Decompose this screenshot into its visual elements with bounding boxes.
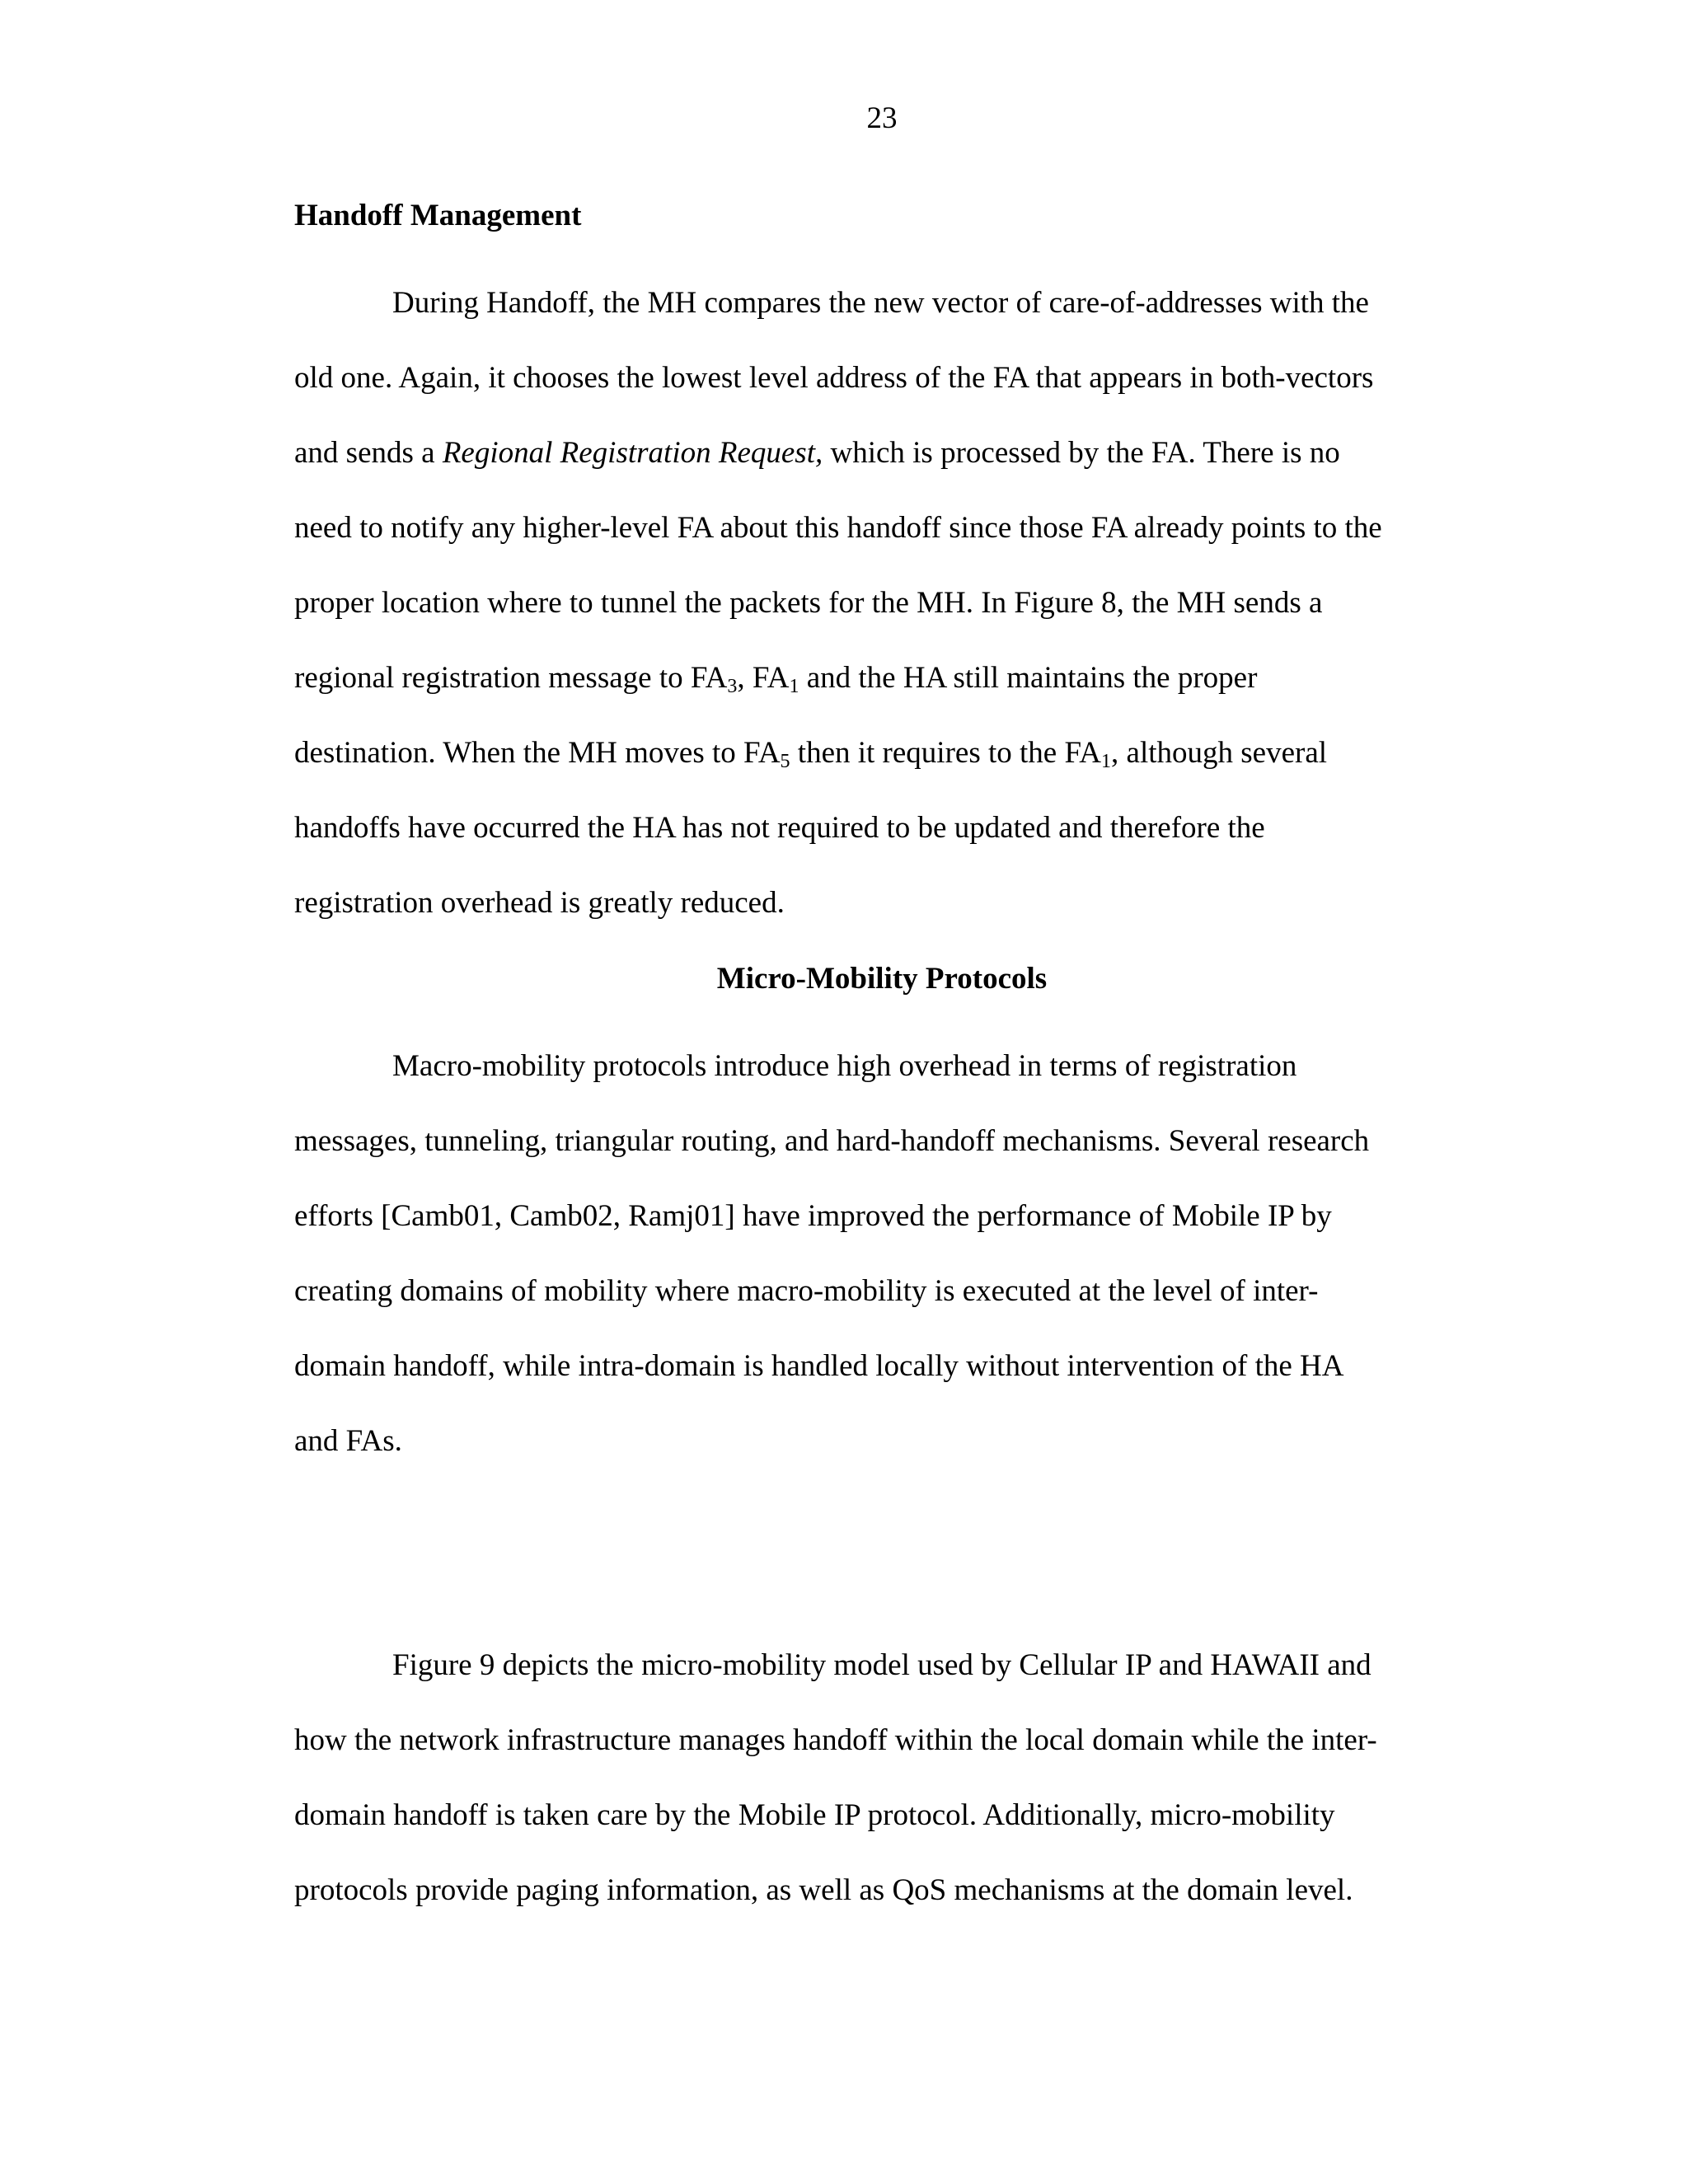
- paragraph-line: need to notify any higher-level FA about this handoff since those FA already points to the: [294, 511, 1382, 545]
- subscript: 1: [789, 676, 799, 697]
- text-run: and sends a: [294, 436, 443, 470]
- paragraph-line: domain handoff, while intra-domain is handled locally without intervention of the HA: [294, 1349, 1344, 1383]
- paragraph-line: domain handoff is taken care by the Mobile IP protocol. Additionally, micro-mobility: [294, 1798, 1335, 1832]
- paragraph-line: protocols provide paging information, as well as QoS mechanisms at the domain level.: [294, 1873, 1353, 1907]
- text-run: , FA: [737, 661, 790, 695]
- paragraph-line: and FAs.: [294, 1424, 402, 1458]
- subscript: 3: [727, 676, 738, 697]
- paragraph-line: registration overhead is greatly reduced.: [294, 886, 785, 920]
- text-run: and the HA still maintains the proper: [799, 661, 1258, 695]
- paragraph-line: handoffs have occurred the HA has not required to be updated and therefore the: [294, 811, 1265, 845]
- paragraph-line: how the network infrastructure manages handoff within the local domain while the inter-: [294, 1723, 1377, 1757]
- italic-term: Regional Registration Request,: [442, 436, 823, 470]
- text-run: regional registration message to FA: [294, 661, 728, 695]
- page-number: 23: [866, 101, 898, 135]
- paragraph-line: During Handoff, the MH compares the new vector of care-of-addresses with the: [392, 286, 1369, 320]
- paragraph-line: old one. Again, it chooses the lowest level address of the FA that appears in both-vectors: [294, 361, 1374, 395]
- subscript: 5: [780, 751, 790, 772]
- paragraph-line: [294, 732, 1327, 775]
- text-run: destination. When the MH moves to FA: [294, 736, 781, 770]
- paragraph-line: messages, tunneling, triangular routing, and hard-handoff mechanisms. Several research: [294, 1124, 1370, 1158]
- paragraph-line: creating domains of mobility where macro-mobility is executed at the level of inter-: [294, 1274, 1319, 1308]
- paragraph-line: Figure 9 depicts the micro-mobility model used by Cellular IP and HAWAII and: [392, 1648, 1372, 1682]
- subscript: 1: [1101, 751, 1112, 772]
- text-run: then it requires to the FA: [790, 736, 1102, 770]
- paragraph-line: proper location where to tunnel the packets for the MH. In Figure 8, the MH sends a: [294, 586, 1323, 620]
- section-heading-handoff-management: Handoff Management: [294, 199, 582, 232]
- paragraph-line: [294, 657, 1257, 700]
- text-run: , although several: [1111, 736, 1328, 770]
- section-heading-micro-mobility-protocols: Micro-Mobility Protocols: [716, 962, 1048, 996]
- paragraph-line: [294, 432, 1340, 475]
- text-run: which is processed by the FA. There is no: [823, 436, 1340, 470]
- paragraph-line: efforts [Camb01, Camb02, Ramj01] have improved the performance of Mobile IP by: [294, 1199, 1332, 1233]
- paragraph-line: Macro-mobility protocols introduce high overhead in terms of registration: [392, 1049, 1297, 1083]
